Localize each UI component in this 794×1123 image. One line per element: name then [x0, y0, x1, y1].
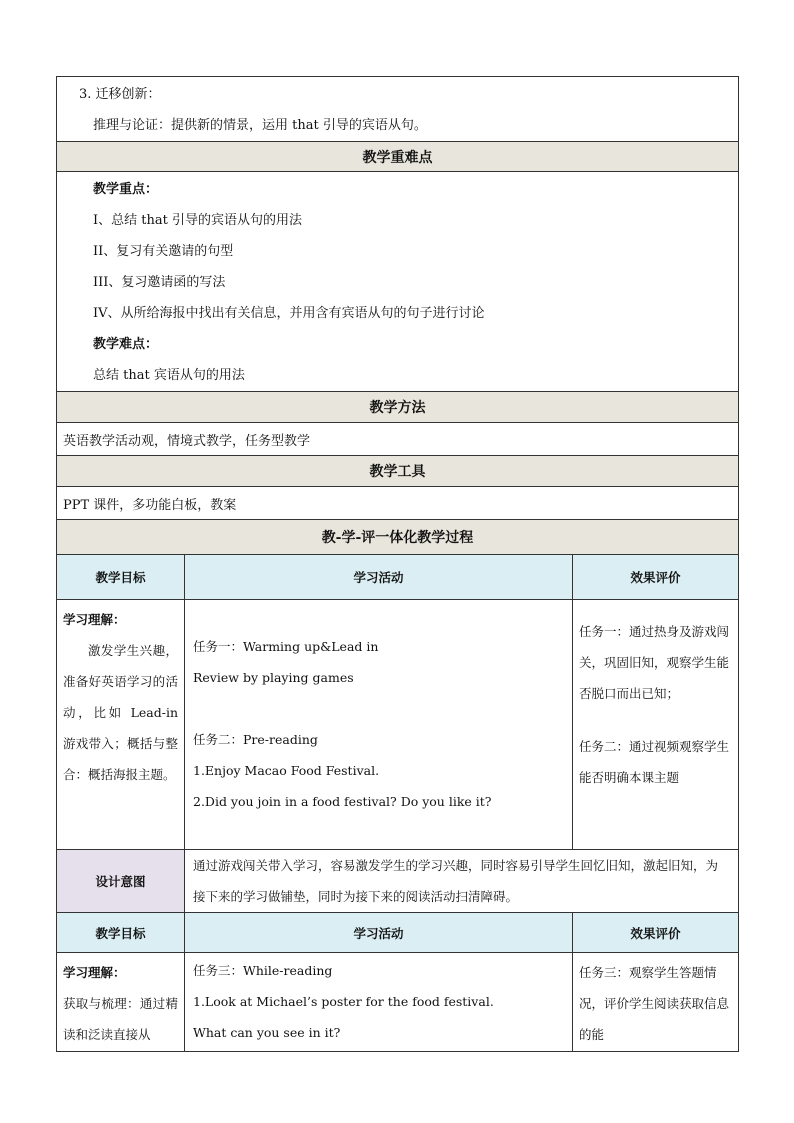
lesson-plan-sheet [56, 76, 738, 1052]
difficulty-label: 教学难点： [93, 337, 159, 352]
focus-label: 教学重点： [93, 182, 159, 197]
goal-label: 学习理解： [63, 612, 126, 627]
activity-cell [185, 600, 573, 850]
activity-line [193, 693, 564, 724]
goal-text: 获取与梳理：通过精读和泛读直接从 [63, 996, 178, 1042]
activity-line: 2.Did you join in a food festival? Do you like it? [193, 794, 492, 809]
section-header-methods: 教学方法 [57, 392, 739, 423]
key-points-cell [57, 172, 739, 392]
section-header-tools: 教学工具 [57, 456, 739, 487]
focus-item: IV、从所给海报中找出有关信息，并用含有宾语从句的句子进行讨论 [93, 306, 485, 321]
section-header-key-points: 教学重难点 [57, 142, 739, 172]
col-header-goal: 教学目标 [57, 555, 185, 600]
activity-line: 任务一：Warming up&Lead in [193, 639, 379, 654]
activity-line: Review by playing games [193, 670, 354, 685]
focus-item: I、总结 that 引导的宾语从句的用法 [93, 213, 302, 228]
col-header-activity: 学习活动 [185, 913, 573, 953]
activity-line: 1.Enjoy Macao Food Festival. [193, 763, 380, 778]
goal-cell [57, 953, 185, 1052]
methods-text: 英语教学活动观，情境式教学，任务型教学 [57, 423, 739, 456]
section-header-process: 教-学-评一体化教学过程 [57, 520, 739, 555]
activity-cell [185, 953, 573, 1052]
goal-label: 学习理解： [63, 965, 126, 980]
eval-task-1: 任务一：通过热身及游戏闯关，巩固旧知，观察学生能否脱口而出已知； [579, 624, 730, 701]
item-title: 迁移创新： [95, 87, 161, 102]
eval-cell [573, 953, 739, 1052]
activity-line: 任务三：While-reading [193, 963, 333, 978]
col-header-goal: 教学目标 [57, 913, 185, 953]
objective-transfer-cell [57, 77, 739, 142]
col-header-eval: 效果评价 [573, 913, 739, 953]
design-intent-text: 通过游戏闯关带入学习，容易激发学生的学习兴趣，同时容易引导学生回忆旧知，激起旧知，为接下来的学习做铺垫，同时为接下来的阅读活动扫清障碍。 [185, 850, 739, 913]
eval-task-3: 任务三：观察学生答题情况，评价学生阅读获取信息的能 [579, 965, 730, 1042]
activity-line: 1.Look at Michael’s poster for the food festival. [193, 994, 494, 1009]
tools-text: PPT 课件，多功能白板，教案 [57, 487, 739, 520]
design-intent-label: 设计意图 [57, 850, 185, 913]
item-text: 推理与论证：提供新的情景，运用 that 引导的宾语从句。 [93, 118, 427, 133]
col-header-activity: 学习活动 [185, 555, 573, 600]
activity-line: 任务二：Pre-reading [193, 732, 318, 747]
eval-cell [573, 600, 739, 850]
focus-item: III、复习邀请函的写法 [93, 275, 226, 290]
col-header-eval: 效果评价 [573, 555, 739, 600]
goal-cell [57, 600, 185, 850]
eval-task-2: 任务二：通过视频观察学生能否明确本课主题 [579, 739, 730, 785]
lesson-plan-table [56, 76, 739, 1052]
goal-text: 激发学生兴趣，准备好英语学习的活动，比如 Lead-in 游戏带入；概括与整合：概括海报主题。 [63, 643, 178, 782]
difficulty-text: 总结 that 宾语从句的用法 [93, 368, 245, 383]
item-number: 3. [79, 87, 92, 102]
focus-item: II、复习有关邀请的句型 [93, 244, 234, 259]
activity-line: What can you see in it? [193, 1025, 341, 1040]
